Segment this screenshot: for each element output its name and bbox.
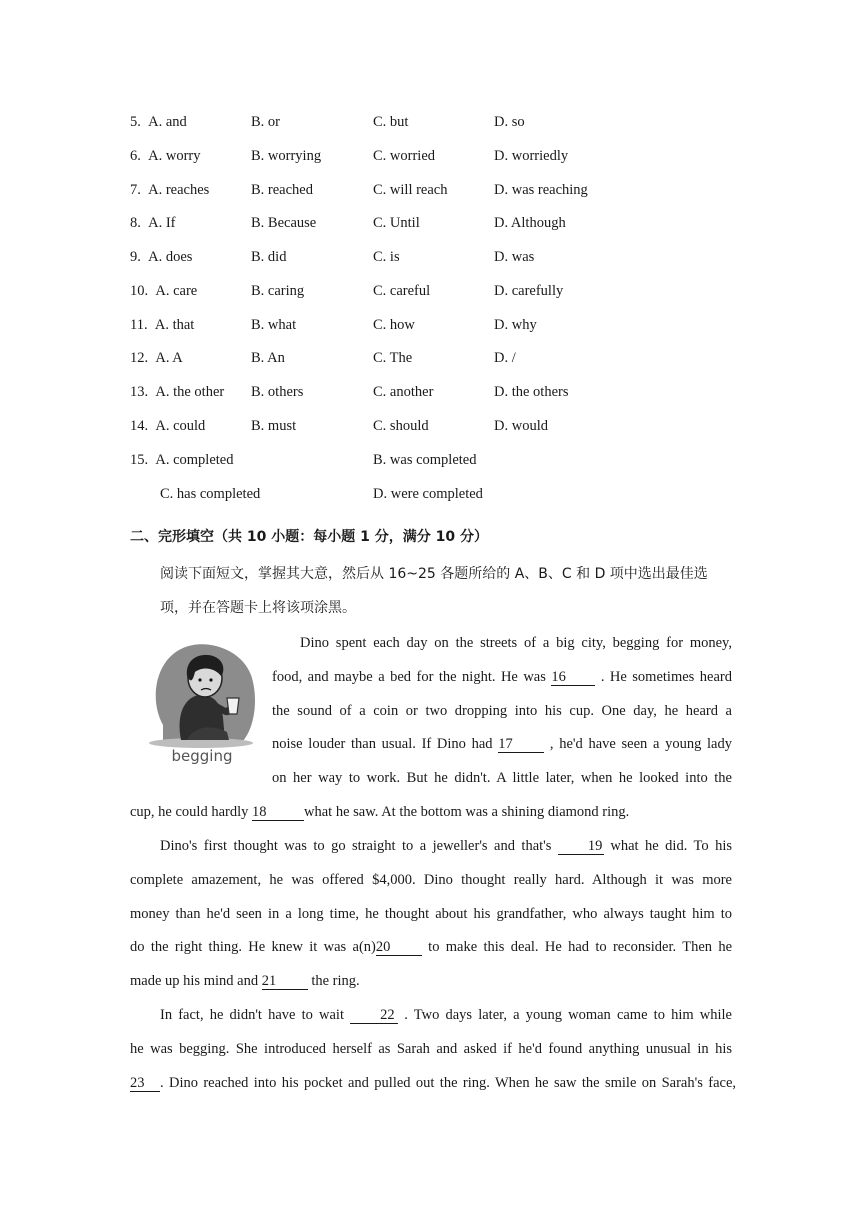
blank-19[interactable]: 19 [558,838,604,855]
section-instruction [130,557,732,625]
passage-line: money than he'd seen in a long time, he thought about his grandfather, who always taught him to [130,905,732,922]
question-15-option-c: C. has completed [160,486,261,502]
question-option-c: C. will reach [373,181,448,198]
question-number: 13. [130,384,149,400]
passage-line: In fact, he didn't have to wait 22 . Two days later, a young woman came to him while [160,1007,732,1023]
question-number: 8. [130,215,141,232]
question-option-a: 8. A. If [130,215,176,232]
question-option-b: B. did [251,249,287,265]
question-option-b: B. reached [251,181,313,198]
question-option-d: D. the others [494,384,569,400]
instruction-line-2: 项，并在答题卡上将该项涂黑。 [160,600,356,616]
question-option-d: D. was [494,249,535,265]
question-15-option-d: D. were completed [373,486,483,502]
passage-paragraph-3 [130,999,736,1100]
passage-line: made up his mind and 21 the ring. [130,973,360,990]
question-number: 11. [130,316,148,333]
blank-18[interactable]: 18 [252,804,304,821]
question-option-c: C. another [373,384,434,400]
question-option-c: C. Until [373,215,420,232]
passage-paragraph-2 [130,830,732,999]
passage-paragraph-1-end [130,796,732,830]
question-option-d: D. Although [494,215,566,232]
figure-caption: begging [171,747,233,765]
passage-line: cup, he could hardly 18 what he saw. At the bottom was a shining diamond ring. [130,804,630,820]
passage-line: Dino spent each day on the streets of a big city, begging for money, [300,635,732,651]
begging-illustration [143,640,265,770]
question-option-c: C. careful [373,282,431,299]
question-option-b: B. or [251,114,280,130]
question-number: 12. [130,350,149,367]
question-option-b: B. worrying [251,147,322,164]
section-heading: 二、完形填空（共 10 小题：每小题 1 分，满分 10 分） [130,529,488,545]
question-option-a: 10. A. care [130,282,198,299]
question-option-a: 5. A. and [130,114,187,130]
question-option-b: B. An [251,350,285,367]
passage-line: the sound of a coin or two dropping into his cup. One day, he heard a [272,702,732,719]
question-15-option-a: 15. A. completed [130,452,234,468]
question-option-a: 12. A. A [130,350,183,367]
blank-22[interactable]: 22 [350,1007,398,1024]
question-option-b: B. must [251,417,297,434]
question-option-c: C. is [373,249,400,265]
question-option-c: C. The [373,350,413,367]
question-option-b: B. others [251,384,304,400]
question-number: 7. [130,181,141,198]
question-option-c: C. should [373,417,429,434]
question-number: 10. [130,282,149,299]
blank-17[interactable]: 17 [498,736,544,753]
question-option-a: 7. A. reaches [130,181,210,198]
question-option-b: B. Because [251,215,317,232]
question-number: 5. [130,114,141,130]
question-number: 6. [130,147,141,164]
question-option-c: C. how [373,316,415,333]
question-option-c: C. worried [373,147,436,164]
passage-paragraph-1 [272,627,732,796]
question-number: 9. [130,249,141,265]
blank-20[interactable]: 20 [376,939,422,956]
question-option-b: B. caring [251,282,305,299]
passage-line: on her way to work. But he didn't. A little later, when he looked into the [272,770,732,787]
passage-line: noise louder than usual. If Dino had 17 , he'd have seen a young lady [272,736,732,753]
passage-line: complete amazement, he was offered $4,000. Dino thought really hard. Although it was more [130,871,732,888]
question-option-a: 13. A. the other [130,384,225,400]
question-option-d: D. so [494,114,525,130]
question-option-d: D. was reaching [494,181,588,198]
passage-line: 23 . Dino reached into his pocket and pulled out the ring. When he saw the smile on Sarah's face, [130,1074,736,1091]
question-option-a: 6. A. worry [130,147,201,164]
passage-line: Dino's first thought was to go straight to a jeweller's and that's 19 what he did. To his [160,838,733,854]
question-option-b: B. what [251,316,297,333]
blank-16[interactable]: 16 [551,669,595,686]
passage-line: do the right thing. He knew it was a(n)20 to make this deal. He had to reconsider. Then he [130,939,733,956]
question-15-option-b: B. was completed [373,452,477,468]
question-option-d: D. why [494,316,537,333]
blank-23[interactable]: 23 [130,1075,160,1092]
question-option-d: D. would [494,417,548,434]
question-option-a: 11. A. that [130,316,195,333]
instruction-line-1: 阅读下面短文，掌握其大意，然后从 16~25 各题所给的 A、B、C 和 D 项中选出最佳选 [160,566,708,582]
question-option-d: D. worriedly [494,147,569,164]
question-option-a: 14. A. could [130,417,206,434]
question-option-c: C. but [373,114,409,130]
question-number: 14. [130,417,149,434]
question-option-d: D. / [494,350,516,367]
blank-21[interactable]: 21 [262,973,308,990]
passage-line: food, and maybe a bed for the night. He was 16 . He sometimes heard [272,668,732,685]
passage-line: he was begging. She introduced herself as Sarah and asked if he'd found anything unusual in his [130,1040,732,1057]
question-option-d: D. carefully [494,282,564,299]
question-option-a: 9. A. does [130,249,193,265]
